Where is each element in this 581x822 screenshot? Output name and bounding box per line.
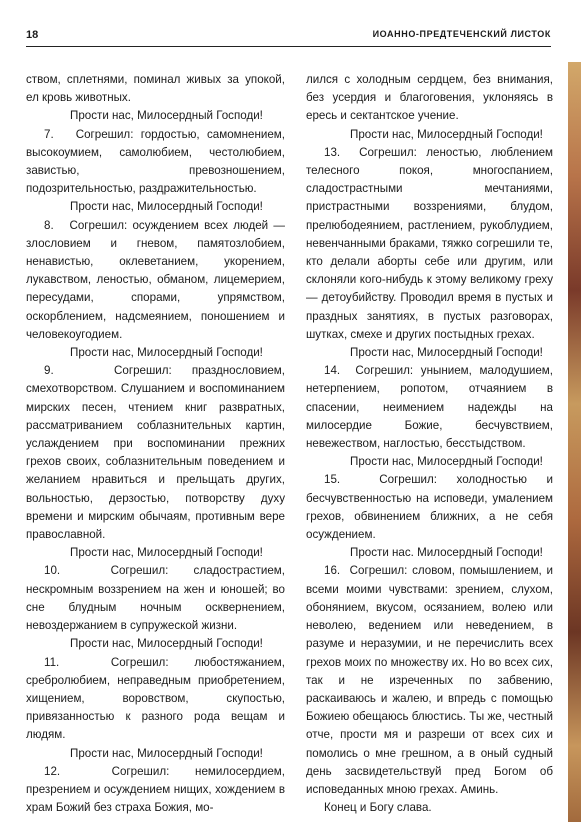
confession-item-14: 14. Согрешил: унынием, малодушием, нетерпением, ропотом, отчаянием в спасении, неимением надежды на милосердие Божие, бесчувствием, невежеством, наглостью, бесстыдством. (306, 364, 553, 451)
confession-item-16: 16. Согрешил: словом, помышлением, и всеми моими чувствами: зрением, слухом, обонянием, вкусом, осязанием, волею или неволею, ведением или неведением, в разуме и неразумии, и не перечислить всех грехов моих по множеству их. Но во всех сих, так и не изреченных по забвению, раскаиваюсь и жалею, и впредь с помощью Божиею обещаюсь блюстись. Ты же, честный отче, прости мя и разреши от всех сих и помолись о мне грешном, а в оный судный день засвидетельствуй пред Богом об исповеданных мною грехах. Аминь. (306, 564, 553, 796)
refrain-line: Прости нас, Милосердный Господи! (350, 455, 543, 469)
refrain-line: Прости нас, Милосердный Господи! (70, 546, 263, 560)
confession-item-11: 11. Согрешил: любостяжанием, сребролюбием, неправедным приобретением, хищением, воровством, скупостью, привязанностью к разного рода вещам и людям. (26, 655, 285, 742)
refrain-line: Прости нас, Милосердный Господи! (70, 109, 263, 123)
confession-item-9: 9. Согрешил: празднословием, смехотворством. Слушанием и воспоминанием мирских песен, чтением книг развратных, рассматриванием соблазнительных картин, услаждением при воспоминании прежних грехов своих, соблазнительным поведением и желанием нравиться и прельщать других, вольностью, дерзостью, потворству духу времени и мирским обычаям, противным вере православной. (26, 364, 285, 542)
closing-line: Конец и Богу слава. (324, 801, 432, 815)
confession-item-15: 15. Согрешил: холодностью и бесчувственностью на исповеди, умалением грехов, обвинением ближних, а не себя осуждением. (306, 473, 553, 542)
right-text-column (306, 71, 553, 817)
refrain-line: Прости нас, Милосердный Господи! (350, 346, 543, 360)
paragraph: лился с холодным сердцем, без внимания, без усердия и благоговения, уклоняясь в ересь и сектантское учение. (306, 73, 553, 123)
refrain-line: Прости нас, Милосердный Господи! (350, 127, 543, 141)
header-rule (26, 46, 551, 47)
refrain-line: Прости нас, Милосердный Господи! (70, 637, 263, 651)
refrain-line: Прости нас. Милосердный Господи! (350, 546, 543, 560)
edge-image-strip (568, 62, 581, 822)
confession-item-13: 13. Согрешил: леностью, люблением телесного покоя, многоспанием, сладострастными мечтаниями, пристрастными воззрениями, блудом, прелюбодеянием, растлением, рукоблудием, невенчанными браками, тяжко согрешили те, кто делали аборты себе или другим, или склоняли кого-нибудь к этому великому греху — детоубийству. Проводил время в пустых и праздных занятиях, в пустых разговорах, шутках, смехе и других постыдных грехах. (306, 145, 553, 341)
confession-item-7: 7. Согрешил: гордостью, самомнением, высокоумием, самолюбием, честолюбием, завистью, превозношением, подозрительностью, раздражительностью. (26, 127, 285, 196)
refrain-line: Прости нас, Милосердный Господи! (70, 746, 263, 760)
page-number: 18 (26, 29, 39, 41)
paragraph: ством, сплетнями, поминал живых за упокой, ел кровь животных. (26, 73, 285, 105)
refrain-line: Прости нас, Милосердный Господи! (70, 346, 263, 360)
confession-item-10: 10. Согрешил: сладострастием, нескромным воззрением на жен и юношей; во сне блудным ночным осквернением, невоздержанием в супружеской жизни. (26, 564, 285, 633)
confession-item-8: 8. Согрешил: осуждением всех людей — злословием и гневом, памятозлобием, ненавистью, оклеветанием, укорением, лукавством, леностью, обманом, лицемерием, пересудами, спорами, упрямством, оскорблением, надсмеянием, поношением и человекоугодием. (26, 218, 285, 341)
refrain-line: Прости нас, Милосердный Господи! (70, 200, 263, 214)
confession-item-12: 12. Согрешил: немилосердием, презрением и осуждением нищих, хождением в храм Божий без страха Божия, мо- (26, 764, 285, 815)
left-text-column (26, 71, 285, 817)
running-header-title: ИОАННО-ПРЕДТЕЧЕНСКИЙ ЛИСТОК (372, 29, 551, 39)
